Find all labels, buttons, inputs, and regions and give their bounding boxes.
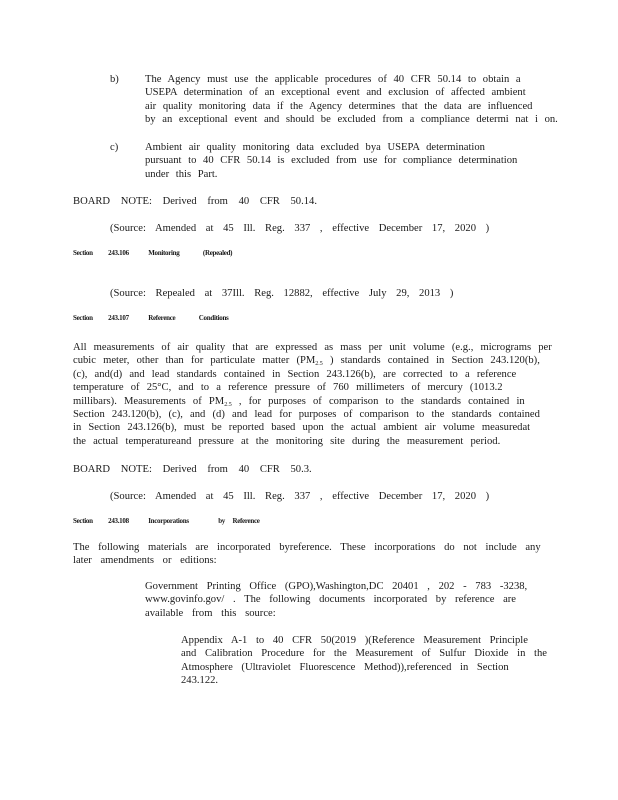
paragraph-line: the actual temperatureand pressure at the monitoring site during the measurement period. — [73, 435, 501, 447]
board-note-1: BOARD NOTE: Derived from 40 CFR 50.14. — [73, 196, 317, 207]
paragraph-line: (c), and(d) and lead standards contained in Section 243.126(b), are corrected to a reference — [73, 368, 517, 380]
paragraph-line: The following materials are incorporated byreference. These incorporations do not include any — [73, 542, 541, 553]
source-note-2: (Source: Repealed at 37Ill. Reg. 12882, effective July 29, 2013 ) — [110, 288, 454, 299]
section-108-heading — [73, 517, 260, 526]
section-title: Conditions — [198, 314, 229, 322]
source-note-1: (Source: Amended at 45 Ill. Reg. 337 , effective December 17, 2020 ) — [110, 223, 490, 234]
item-b-line: air quality monitoring data if the Agency determines that the data are influenced — [145, 100, 533, 112]
item-b-line: USEPA determination of an exceptional event and exclusion of affected ambient — [145, 87, 526, 99]
gpo-source-block — [145, 580, 528, 620]
paragraph-line: Section 243.120(b), (c), and (d) and lead for purposes of comparison to the standards contained — [73, 409, 540, 421]
paragraph-text: millibars). Measurements of PM — [73, 395, 225, 407]
board-note-2: BOARD NOTE: Derived from 40 CFR 50.3. — [73, 464, 312, 475]
appendix-line: Atmosphere (Ultraviolet Fluorescence Method)),referenced in Section — [181, 661, 509, 673]
section-title: Reference — [148, 314, 176, 322]
section-107-paragraph — [73, 341, 552, 448]
paragraph-text: cubic meter, other than for particulate matter (PM — [73, 355, 316, 367]
source-note-3: (Source: Amended at 45 Ill. Reg. 337 , effective December 17, 2020 ) — [110, 491, 490, 502]
section-108-paragraph — [73, 541, 543, 568]
paragraph-line: later amendments or editions: — [73, 555, 217, 567]
paragraph-line: in Section 243.126(b), must be reported based upon the actual ambient air volume measuredat — [73, 422, 531, 434]
item-c-label: c) — [110, 142, 119, 153]
item-b-line: by an exceptional event and should be excluded from a compliance determi nat i on. — [145, 114, 558, 126]
paragraph-line — [73, 395, 543, 408]
gpo-line: www.govinfo.gov/ . The following documents incorporated by reference are — [145, 594, 517, 606]
item-b-label: b) — [110, 74, 119, 85]
paragraph-text: ) standards contained in Section 243.120(b), — [329, 355, 540, 367]
gpo-line: Government Printing Office (GPO),Washington,DC 20401 , 202 - 783 -3238, — [145, 581, 528, 592]
appendix-line: and Calibration Procedure for the Measurement of Sulfur Dioxide in the — [181, 648, 547, 660]
paragraph-line: temperature of 25°C, and to a reference pressure of 760 millimeters of mercury (1013.2 — [73, 382, 503, 394]
paragraph-line: All measurements of air quality that are expressed as mass per unit volume (e.g., micrograms per — [73, 342, 552, 353]
section-title: by Reference — [218, 517, 260, 525]
item-b-line: The Agency must use the applicable procedures of 40 CFR 50.14 to obtain a — [145, 74, 521, 85]
section-number: Section 243.106 — [73, 249, 129, 257]
subscript: 2.5 — [315, 361, 323, 368]
section-number: Section 243.108 — [73, 517, 129, 525]
section-title: Monitoring — [148, 249, 180, 257]
appendix-line: 243.122. — [181, 675, 219, 687]
paragraph-text: , for purposes of comparison to the standards contained in — [238, 395, 525, 407]
paragraph-line — [73, 354, 543, 367]
item-c-line: pursuant to 40 CFR 50.14 is excluded from use for compliance determination — [145, 155, 518, 167]
section-106-heading — [73, 249, 232, 258]
item-c-text — [145, 141, 525, 181]
section-number: Section 243.107 — [73, 314, 129, 322]
item-b-text — [145, 73, 558, 127]
section-107-heading — [73, 314, 228, 323]
item-c-line: Ambient air quality monitoring data excluded bya USEPA determination — [145, 142, 485, 153]
subscript: 2.5 — [224, 401, 232, 408]
appendix-reference-block — [181, 634, 547, 688]
appendix-line: Appendix A-1 to 40 CFR 50(2019 )(Reference Measurement Principle — [181, 635, 528, 646]
section-title: Incorporations — [148, 517, 189, 525]
item-c-line: under this Part. — [145, 168, 218, 180]
gpo-line: available from this source: — [145, 607, 276, 619]
section-title: (Repealed) — [202, 249, 233, 257]
